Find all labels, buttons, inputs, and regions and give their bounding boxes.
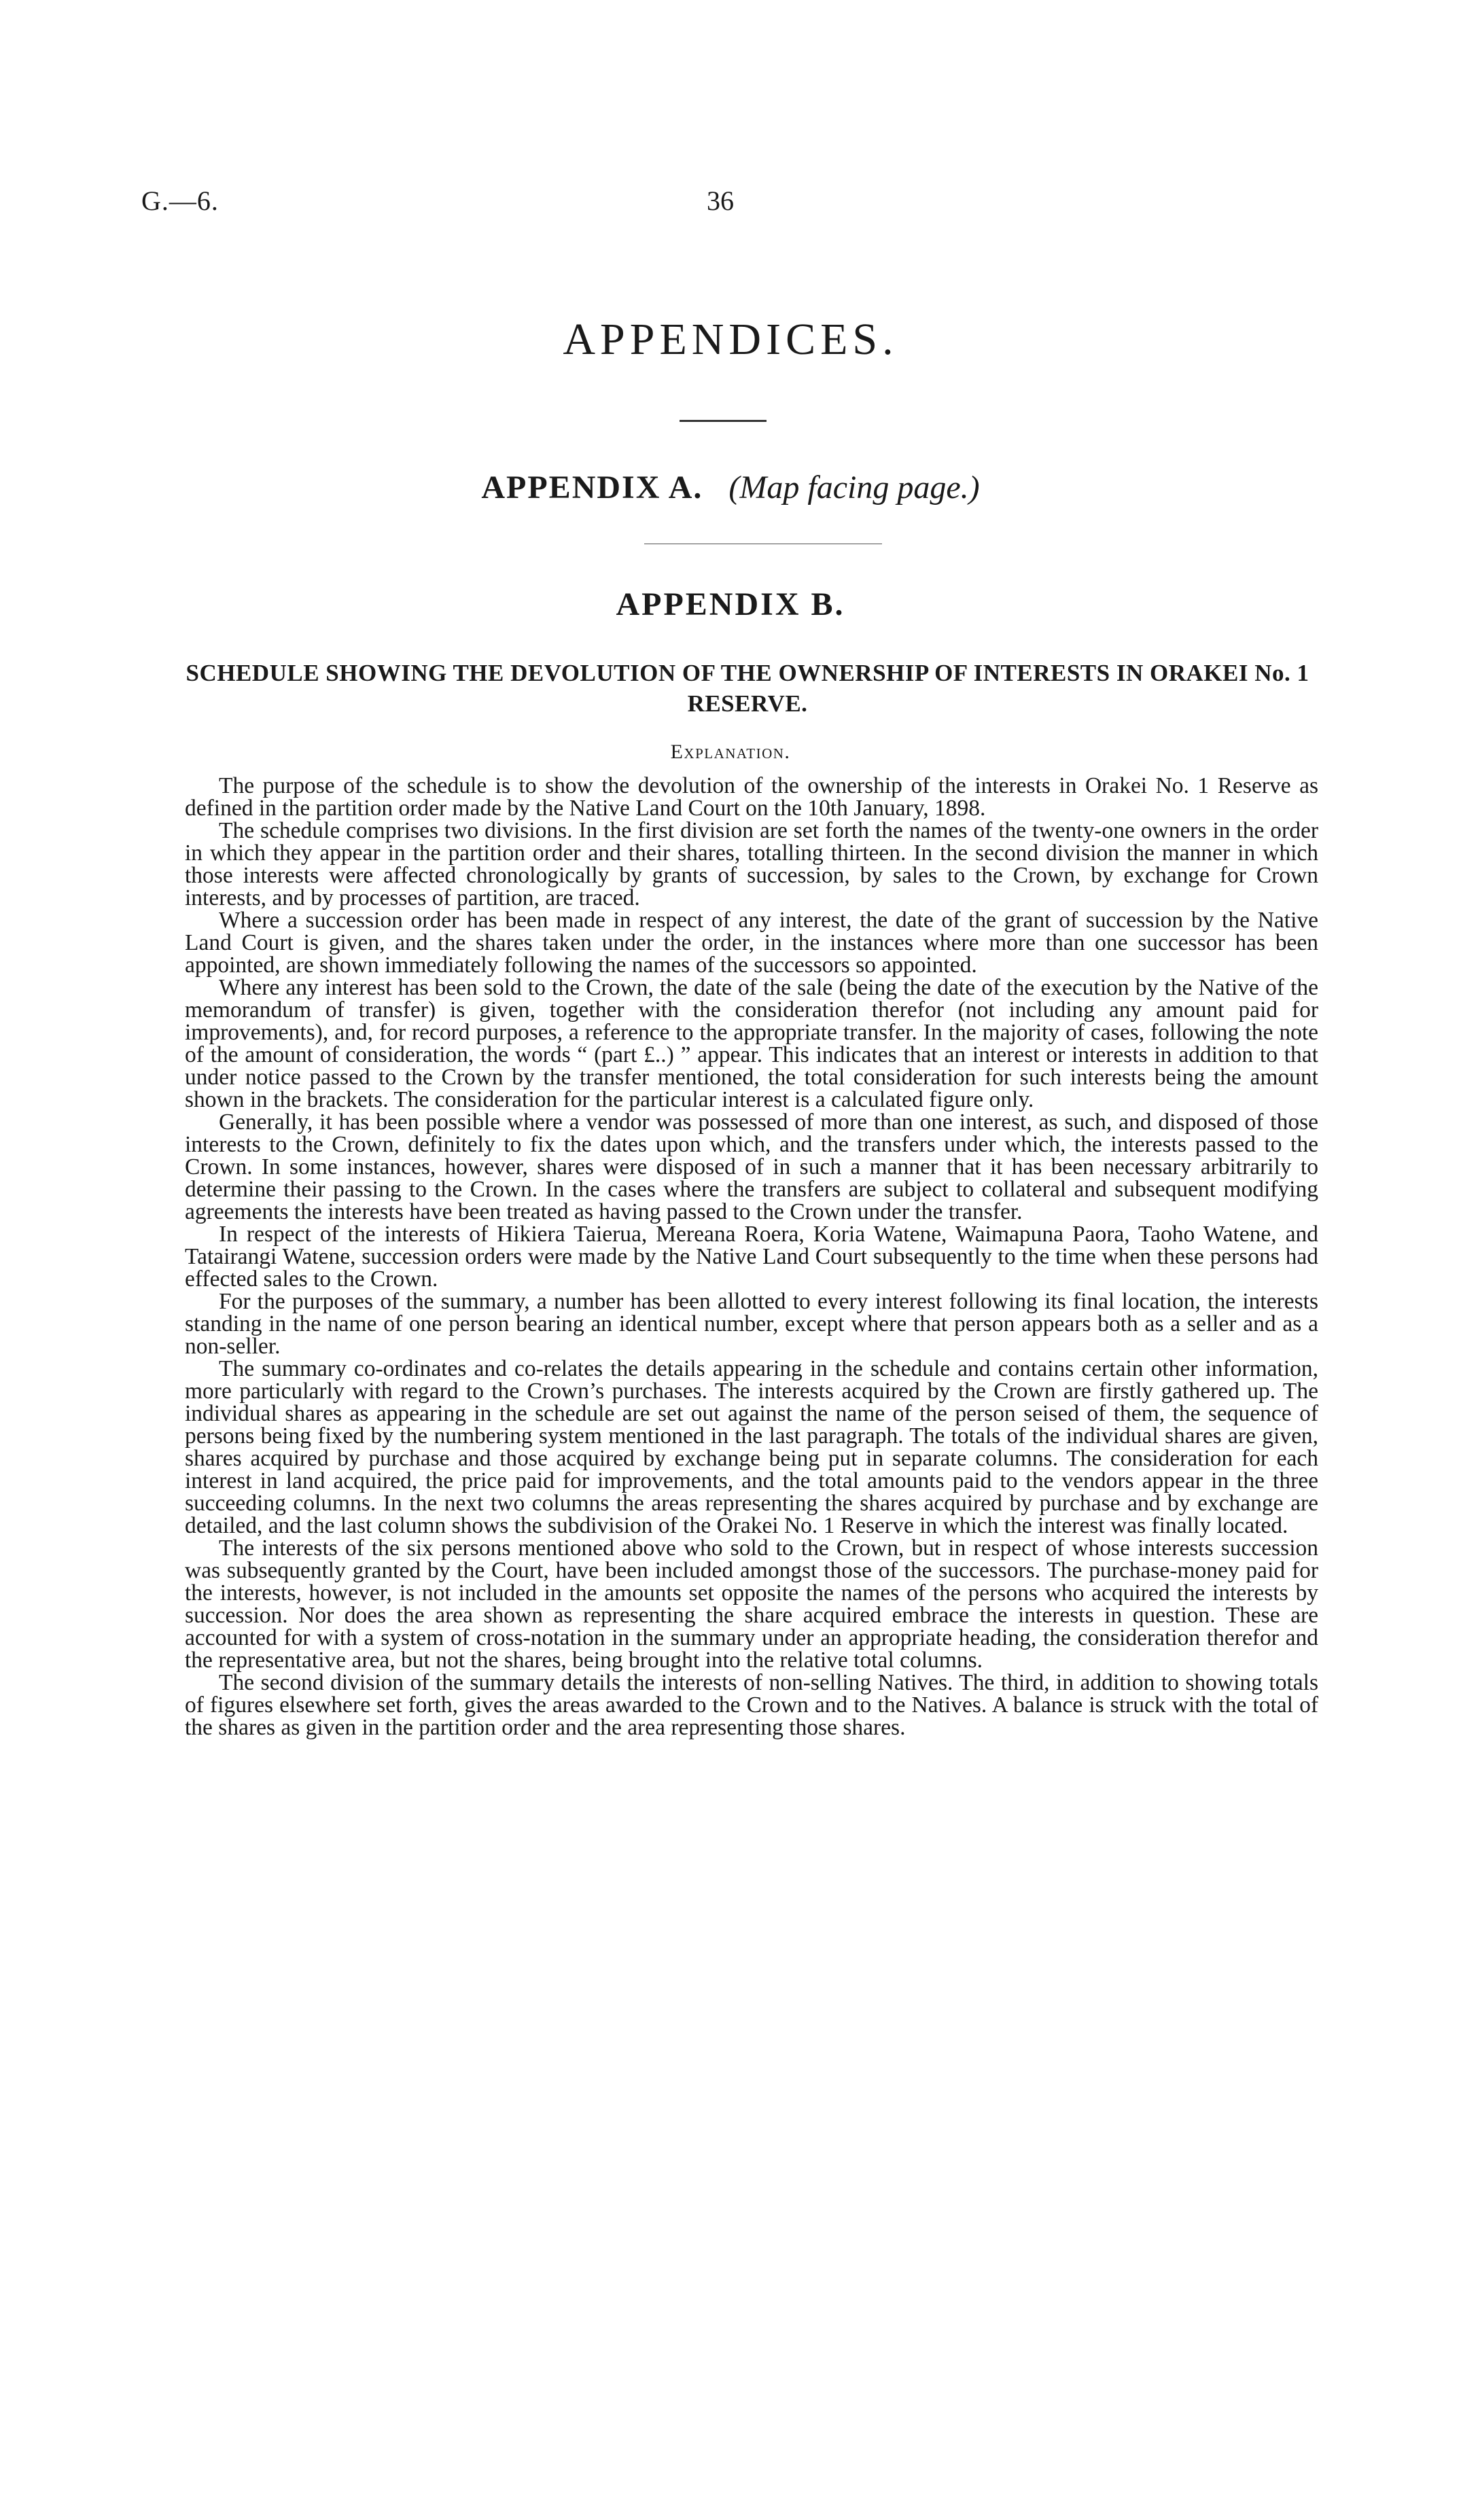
paragraph: In respect of the interests of Hikiera Taierua, Mereana Roera, Koria Watene, Waimapuna Paora, Taoho Watene, and Tatairangi Watene, succession orders were made by the Native Land Court subsequently to the time when these persons had effected sales to the Crown.	[185, 1222, 1318, 1292]
paragraph: Generally, it has been possible where a vendor was possessed of more than one interest, as such, and disposed of those interests to the Crown, definitely to fix the dates upon which, and the transfers under which, the interests passed to the Crown. In some instances, however, shares were disposed of in such a manner that it has been necessary arbitrarily to determine their passing to the Crown. In the cases where the transfers are subject to collateral and subsequent modifying agreements the interests have been treated as having passed to the Crown under the transfer.	[185, 1110, 1318, 1224]
paragraph: The purpose of the schedule is to show the devolution of the ownership of the interests in Orakei No. 1 Reserve as defined in the partition order made by the Native Land Court on the 10th January, 1898.	[185, 773, 1318, 821]
title-divider	[680, 420, 767, 422]
appendix-a-heading	[0, 469, 1461, 506]
explanation-heading: Explanation.	[670, 741, 791, 763]
page-title: APPENDICES.	[563, 315, 898, 364]
schedule-title: SCHEDULE SHOWING THE DEVOLUTION OF THE OWNERSHIP OF INTERESTS IN ORAKEI No. 1 RESERVE.	[186, 660, 1309, 717]
paragraph: For the purposes of the summary, a number has been allotted to every interest following its final location, the interests standing in the name of one person bearing an identical number, except where that person appears both as a seller and as a non-seller.	[185, 1289, 1318, 1359]
appendix-a-note: (Map facing page.)	[728, 469, 980, 505]
page-number: 36	[707, 185, 734, 216]
paragraph: The summary co-ordinates and co-relates the details appearing in the schedule and contains certain other information, more particularly with regard to the Crown’s purchases. The interests acquired by the Crown are firstly gathered up. The individual shares as appearing in the schedule are set out against the name of the person seised of them, the sequence of persons being fixed by the numbering system mentioned in the last paragraph. The totals of the individual shares are given, shares acquired by purchase and those acquired by exchange being put in separate columns. The consideration for each interest in land acquired, the price paid for improvements, and the total amounts paid to the vendors appear in the three succeeding columns. In the next two columns the areas representing the shares acquired by purchase and by exchange are detailed, and the last column shows the subdivision of the Orakei No. 1 Reserve in which the interest was finally located.	[185, 1356, 1318, 1538]
series-reference: G.—6.	[141, 185, 219, 216]
appendix-a-label: APPENDIX A.	[481, 469, 703, 505]
paragraph: Where any interest has been sold to the Crown, the date of the sale (being the date of the execution by the Native of the memorandum of transfer) is given, together with the consideration therefor (not including any amount paid for improvements), and, for record purposes, a reference to the appropriate transfer. In the majority of cases, following the note of the amount of consideration, the words “ (part £..) ” appear. This indicates that an interest or interests in addition to that under notice passed to the Crown by the transfer mentioned, the total consideration for such interests being the amount shown in the brackets. The consideration for the particular interest is a calculated figure only.	[185, 975, 1318, 1112]
paragraph: The interests of the six persons mentioned above who sold to the Crown, but in respect of whose interests succession was subsequently granted by the Court, have been included amongst those of the successors. The purchase-money paid for the interests, however, is not included in the amounts set opposite the names of the persons who acquired the interests by succession. Nor does the area shown as representing the share acquired embrace the interests in question. These are accounted for with a system of cross-notation in the summary under an appropriate heading, the consideration therefor and the representative area, but not the shares, being brought into the relative total columns.	[185, 1536, 1318, 1673]
paragraph: The second division of the summary details the interests of non-selling Natives. The third, in addition to showing totals of figures elsewhere set forth, gives the areas awarded to the Crown and to the Natives. A balance is struck with the total of the shares as given in the partition order and the area representing those shares.	[185, 1670, 1318, 1740]
paragraph: The schedule comprises two divisions. In the first division are set forth the names of the twenty-one owners in the order in which they appear in the partition order and their shares, totalling thirteen. In the second division the manner in which those interests were affected chronologically by grants of succession, by sales to the Crown, by exchange for Crown interests, and by processes of partition, are traced.	[185, 818, 1318, 910]
appendix-b-heading: APPENDIX B.	[616, 586, 845, 622]
explanation-body	[185, 775, 1318, 1739]
paragraph: Where a succession order has been made in respect of any interest, the date of the grant of succession by the Native Land Court is given, and the shares taken under the order, in the instances where more than one successor has been appointed, are shown immediately following the names of the successors so appointed.	[185, 908, 1318, 978]
